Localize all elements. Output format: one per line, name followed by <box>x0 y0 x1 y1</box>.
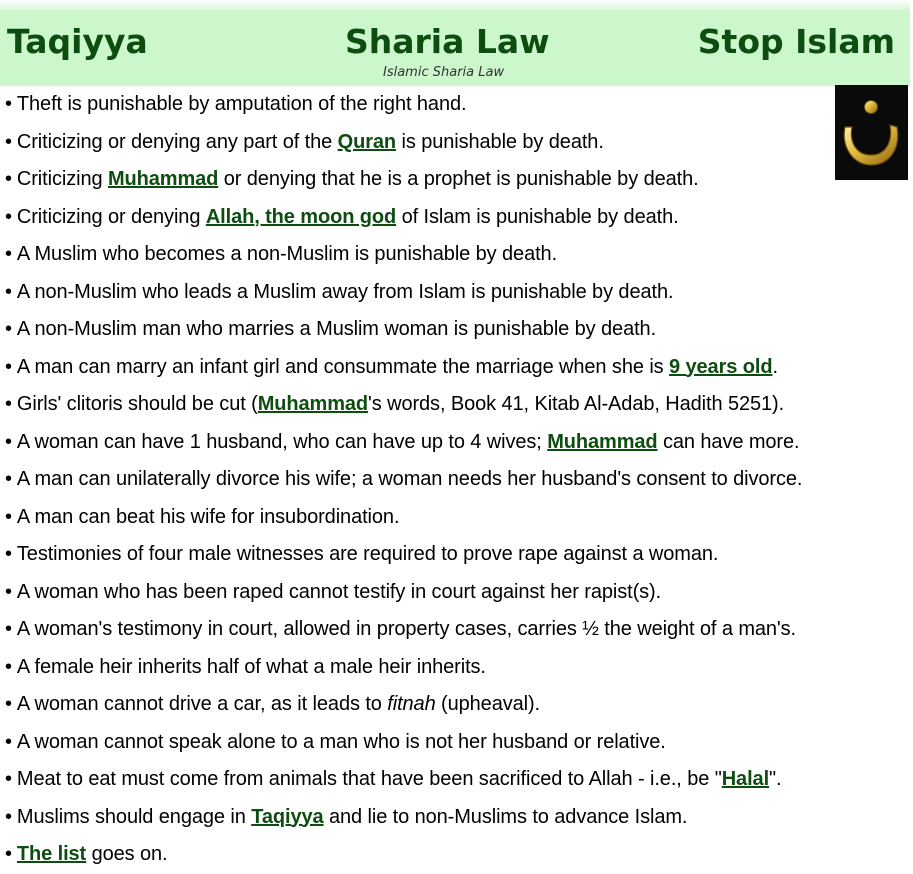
sharia-rules-list <box>5 86 913 874</box>
list-item: • Girls' clitoris should be cut (Muhammad's words, Book 41, Kitab Al-Adab, Hadith 5251). <box>5 393 785 415</box>
list-item: • A non-Muslim who leads a Muslim away from Islam is punishable by death. <box>5 280 674 303</box>
stop-islam-nav-link[interactable]: Stop Islam <box>697 22 895 61</box>
page-subtitle: Islamic Sharia Law <box>383 65 505 80</box>
page-title: Sharia Law <box>345 22 550 61</box>
list-item: • A Muslim who becomes a non-Muslim is punishable by death. <box>5 243 558 265</box>
list-item: • A woman cannot drive a car, as it leads to fitnah (upheaval). <box>5 693 541 715</box>
list-item: • Meat to eat must come from animals that have been sacrificed to Allah - i.e., be "Halal". <box>5 768 782 790</box>
quran-link[interactable]: Quran <box>337 130 397 153</box>
the-list-link[interactable]: The list <box>16 843 87 865</box>
muhammad-link[interactable]: Muhammad <box>547 430 658 453</box>
list-item: • Criticizing Muhammad or denying that he is a prophet is punishable by death. <box>5 168 699 190</box>
allah-moon-god-link[interactable]: Allah, the moon god <box>205 205 397 228</box>
list-item: • A woman cannot speak alone to a man who is not her husband or relative. <box>5 730 666 753</box>
list-item: • The list goes on. <box>5 843 168 865</box>
list-item: • A man can unilaterally divorce his wife; a woman needs her husband's consent to divorce. <box>5 468 803 490</box>
list-item: • Criticizing or denying Allah, the moon god of Islam is punishable by death. <box>5 205 679 228</box>
list-item: • Muslims should engage in Taqiyya and lie to non-Muslims to advance Islam. <box>5 805 688 828</box>
list-item: • A man can marry an infant girl and consummate the marriage when she is 9 years old. <box>5 355 778 378</box>
list-item: • Testimonies of four male witnesses are required to prove rape against a woman. <box>5 543 719 565</box>
list-item: • A non-Muslim man who marries a Muslim woman is punishable by death. <box>5 318 657 340</box>
list-item: • A female heir inherits half of what a male heir inherits. <box>5 655 486 678</box>
fitnah-term: fitnah <box>387 693 436 715</box>
list-item: • A man can beat his wife for insubordination. <box>5 505 400 528</box>
taqiyya-link[interactable]: Taqiyya <box>251 805 324 828</box>
taqiyya-nav-link[interactable]: Taqiyya <box>7 22 148 61</box>
list-item: • A woman who has been raped cannot testify in court against her rapist(s). <box>5 580 662 603</box>
muhammad-link[interactable]: Muhammad <box>257 393 369 415</box>
list-item: • A woman's testimony in court, allowed in property cases, carries ½ the weight of a man's. <box>5 618 797 640</box>
nine-years-old-link[interactable]: 9 years old <box>669 355 773 378</box>
header-banner <box>0 0 910 86</box>
halal-link[interactable]: Halal <box>721 768 770 790</box>
muhammad-link[interactable]: Muhammad <box>107 168 219 190</box>
list-item: • Criticizing or denying any part of the Quran is punishable by death. <box>5 130 604 153</box>
list-item: • Theft is punishable by amputation of the right hand. <box>5 93 467 115</box>
list-item: • A woman can have 1 husband, who can have up to 4 wives; Muhammad can have more. <box>5 430 800 453</box>
